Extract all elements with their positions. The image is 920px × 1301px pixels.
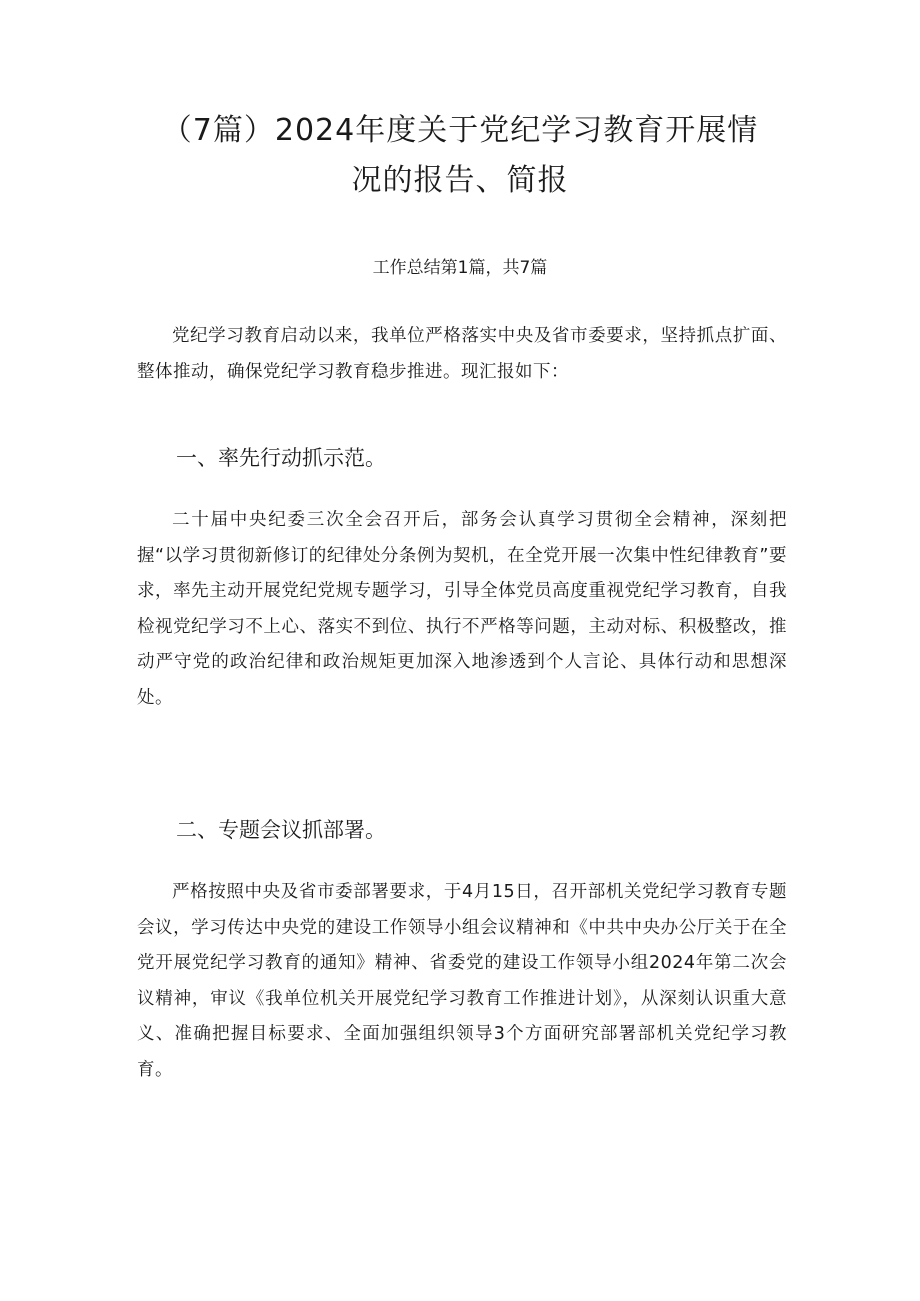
- section-1-heading: 一、率先行动抓示范。: [176, 446, 386, 470]
- section-2-heading: 二、专题会议抓部署。: [176, 818, 386, 842]
- section-2-body: 严格按照中央及省市委部署要求，于4月15日，召开部机关党纪学习教育专题会议，学习传达中央党的建设工作领导小组会议精神和《中共中央办公厅关于在全党开展党纪学习教育的通知》精神、省委党的建设工作领导小组2024年第二次会议精神，审议《我单位机关开展党纪学习教育工作推进计划》，从深刻认识重大意义、准确把握目标要求、全面加强组织领导3个方面研究部署部机关党纪学习教育。: [137, 882, 787, 1080]
- intro-paragraph: 党纪学习教育启动以来，我单位严格落实中央及省市委要求，坚持抓点扩面、整体推动，确保党纪学习教育稳步推进。现汇报如下：: [137, 326, 787, 382]
- document-title: [110, 106, 810, 206]
- title-line-1: （7篇）2024年度关于党纪学习教育开展情: [161, 113, 759, 148]
- section-1-body: 二十届中央纪委三次全会召开后，部务会认真学习贯彻全会精神，深刻把握“以学习贯彻新修订的纪律处分条例为契机，在全党开展一次集中性纪律教育”要求，率先主动开展党纪党规专题学习，引导全体党员高度重视党纪学习教育，自我检视党纪学习不上心、落实不到位、执行不严格等问题，主动对标、积极整改，推动严守党的政治纪律和政治规矩更加深入地渗透到个人言论、具体行动和思想深处。: [137, 510, 787, 708]
- document-subtitle: 工作总结第1篇，共7篇: [372, 258, 548, 278]
- title-line-2: 况的报告、简报: [351, 163, 569, 198]
